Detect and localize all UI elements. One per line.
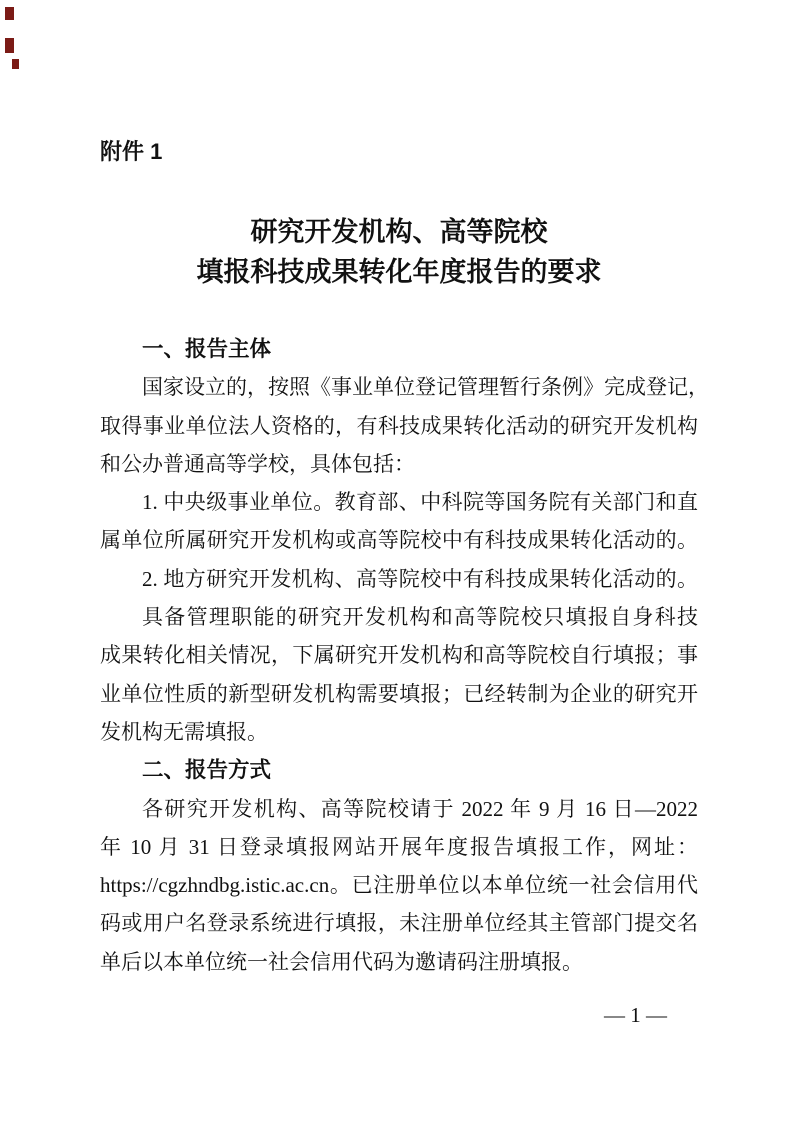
body-line: 码或用户名登录系统进行填报，未注册单位经其主管部门提交名 [100,911,698,936]
body-line: 各研究开发机构、高等院校请于 2022 年 9 月 16 日—2022 [142,796,698,821]
body-line: 成果转化相关情况，下属研究开发机构和高等院校自行填报；事 [100,643,698,668]
body-line: 取得事业单位法人资格的，有科技成果转化活动的研究开发机构 [100,413,698,438]
body-line: 2. 地方研究开发机构、高等院校中有科技成果转化活动的。 [142,566,698,591]
page-number: — 1 — [604,1003,667,1027]
document-title-line2: 填报科技成果转化年度报告的要求 [196,257,602,287]
body-line: 1. 中央级事业单位。教育部、中科院等国务院有关部门和直 [142,490,698,515]
body-line: 具备管理职能的研究开发机构和高等院校只填报自身科技 [142,605,698,630]
section-heading: 二、报告方式 [142,758,272,783]
body-line: 和公办普通高等学校，具体包括： [100,451,415,476]
document-body [100,330,709,981]
body-line: 属单位所属研究开发机构或高等院校中有科技成果转化活动的。 [100,528,698,553]
attachment-label: 附件 1 [100,139,163,164]
red-mark [5,7,14,20]
body-line: 年 10 月 31 日登录填报网站开展年度报告填报工作，网址： [100,834,698,859]
body-line: https://cgzhndbg.istic.ac.cn。已注册单位以本单位统一社会信用代 [100,873,698,898]
body-line: 发机构无需填报。 [100,719,268,744]
red-mark [12,59,19,69]
document-title-line1: 研究开发机构、高等院校 [250,217,548,247]
red-mark [5,38,14,53]
section-heading: 一、报告主体 [142,337,272,361]
body-line: 业单位性质的新型研发机构需要填报；已经转制为企业的研究开 [100,681,698,706]
body-line: 国家设立的，按照《事业单位登记管理暂行条例》完成登记， [142,375,709,400]
body-line: 单后以本单位统一社会信用代码为邀请码注册填报。 [100,949,583,974]
document-title [100,212,698,292]
